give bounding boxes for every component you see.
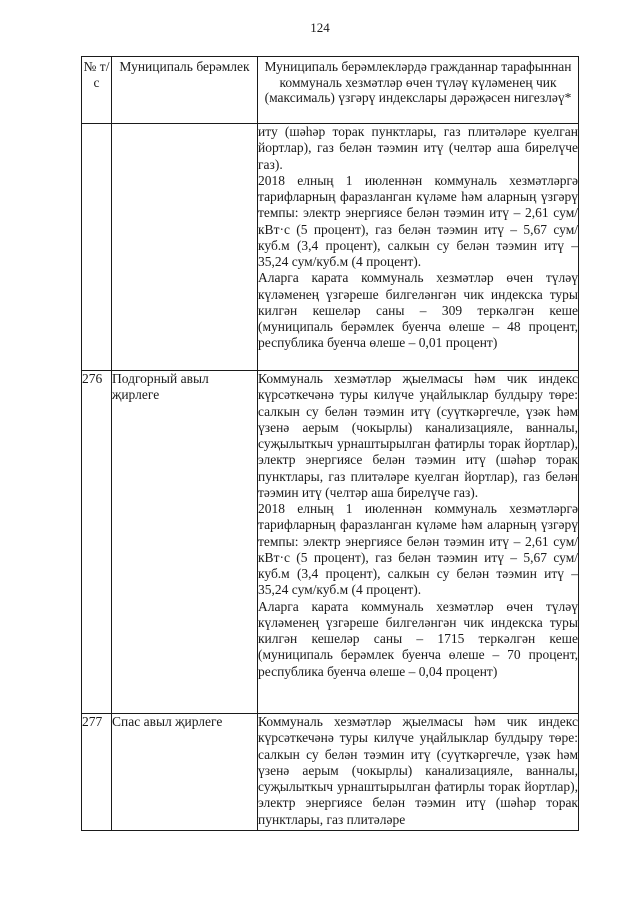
table-header-row	[82, 57, 579, 124]
row-num	[82, 124, 112, 371]
table-row	[82, 371, 579, 714]
paragraph: Аларга карата коммуналь хезмәтләр өчен түләү күләменең үзгәреше билгеләнгән чик индекска туры килгән кешеләр саны – 1715 теркәлгән кеше (муниципаль берәмлек буенча өлеше – 70 процент, республика буенча өлеше – 0,04 процент)	[258, 598, 578, 679]
row-municipality: Подгорный авыл җирлеге	[112, 371, 258, 714]
table-row	[82, 124, 579, 371]
header-description: Муниципаль берәмлекләрдә гражданнар тарафыннан коммуналь хезмәтләр өчен түләү күләменең чик (максималь) үзгәрү индекслары дәрәҗәсен нигезләү*	[258, 57, 579, 124]
row-description	[258, 124, 579, 371]
row-num: 276	[82, 371, 112, 714]
paragraph: 2018 елның 1 июленнән коммуналь хезмәтләргә тарифларның фаразланган күләме һәм аларның үзгәрү темпы: электр энергиясе белән тәэмин итү – 2,61 сум/кВт·с (5 процент), газ белән тәэмин итү – 5,67 сум/куб.м (3,4 процент), салкын су белән тәэмин итү – 35,24 сум/куб.м (4 процент).	[258, 501, 578, 598]
paragraph: Коммуналь хезмәтләр җыелмасы һәм чик индекс күрсәткечәнә туры килүче уңайлыклар булдыру төре: салкын су белән тәэмин итү (суүткәргечле, үзәк һәм үзенә аерым (чокырлы) канализацияле, ванналы, суҗылыткыч урнаштырылган фатирлы торак йортлар), электр энергиясе белән тәэмин итү (шәһәр торак пунктлары, газ плитәләре куелган йортлар), газ белән тәэмин итү (челтәр аша бирелүче газ).	[258, 371, 578, 500]
row-num: 277	[82, 714, 112, 831]
paragraph: иту (шәһәр торак пунктлары, газ плитәләре куелган йортлар), газ белән тәэмин итү (челтәр аша бирелүче газ).	[258, 124, 578, 172]
row-municipality: Спас авыл җирлеге	[112, 714, 258, 831]
table-row	[82, 714, 579, 831]
row-description	[258, 714, 579, 831]
row-municipality	[112, 124, 258, 371]
header-num: № т/с	[82, 57, 112, 124]
paragraph: Коммуналь хезмәтләр җыелмасы һәм чик индекс күрсәткечәнә туры килүче уңайлыклар булдыру төре: салкын су белән тәэмин итү (суүткәргечле, үзәк һәм үзенә аерым (чокырлы) канализацияле, ванналы, суҗылыткыч урнаштырылган фатирлы торак йортлар), электр энергиясе белән тәэмин итү (шәһәр торак пунктлары, газ плитәләре	[258, 714, 578, 827]
header-municipality: Муниципаль берәмлек	[112, 57, 258, 124]
paragraph: 2018 елның 1 июленнән коммуналь хезмәтләргә тарифларның фаразланган күләме һәм аларның үзгәрү темпы: электр энергиясе белән тәэмин итү – 2,61 сум/кВт·с (5 процент), газ белән тәэмин итү – 5,67 сум/куб.м (3,4 процент), салкын су белән тәэмин итү – 35,24 сум/куб.м (4 процент).	[258, 172, 578, 269]
paragraph: Аларга карата коммуналь хезмәтләр өчен түләү күләменең үзгәреше билгеләнгән чик индекска туры килгән кешеләр саны – 309 теркәлгән кеше (муниципаль берәмлек буенча өлеше – 48 процент, республика буенча өлеше – 0,01 процент)	[258, 270, 578, 351]
page-number: 124	[310, 20, 330, 35]
row-description	[258, 371, 579, 714]
tariff-table	[81, 56, 579, 831]
